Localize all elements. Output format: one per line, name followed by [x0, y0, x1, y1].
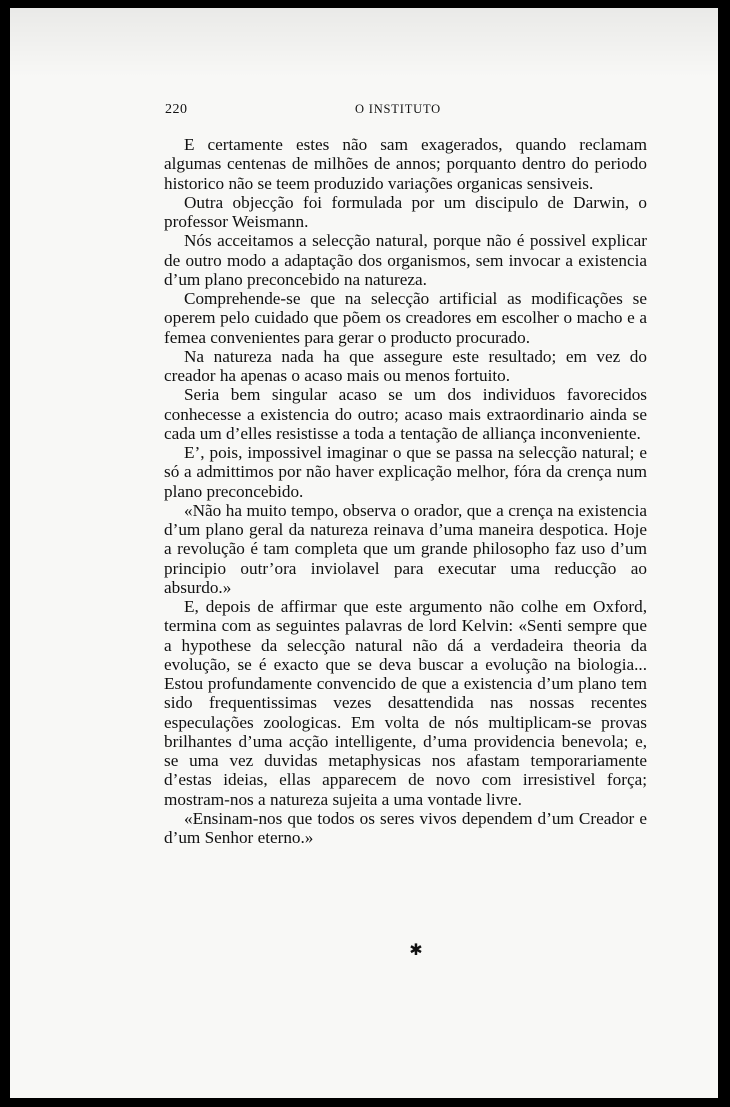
paragraph: Outra objecção foi formulada por um discipulo de Darwin, o professor Weismann. [164, 192, 647, 231]
paragraph: Na natureza nada ha que assegure este resultado; em vez do creador ha apenas o acaso mais ou menos fortuito. [164, 346, 647, 385]
page-header [165, 102, 647, 122]
book-page [10, 8, 718, 1098]
paragraph: Seria bem singular acaso se um dos individuos favorecidos conhecesse a existencia do outro; acaso mais extraordinario ainda se cada um d’elles resistisse a toda a tentação de alliança inconveniente. [164, 385, 647, 443]
asterisk-ornament: ✱ [409, 940, 423, 959]
paragraph: E’, pois, impossivel imaginar o que se passa na selecção natural; e só a admittimos por não haver explicação melhor, fóra da crença num plano preconcebido. [164, 443, 647, 501]
paragraph: Comprehende-se que na selecção artificial as modificações se operem pelo cuidado que põem os creadores em escolher o macho e a femea convenientes para gerar o producto procurado. [164, 289, 647, 347]
paragraph: «Ensinam-nos que todos os seres vivos dependem d’um Creador e d’um Senhor eterno.» [164, 808, 647, 847]
paragraph: «Não ha muito tempo, observa o orador, que a crença na existencia d’um plano geral da natureza reinava d’uma maneira despotica. Hoje a revolução é tam completa que um grande philosopho faz uso d’um principio outr’ora inviolavel para executar uma reducção ao absurdo.» [164, 500, 647, 597]
page-number: 220 [165, 102, 188, 117]
paragraph: E certamente estes não sam exagerados, quando reclamam algumas centenas de milhões de annos; porquanto dentro do periodo historico não se teem produzido variações organicas sensiveis. [164, 135, 647, 193]
body-text [164, 135, 647, 847]
running-head: O INSTITUTO [355, 102, 441, 116]
paragraph: E, depois de affirmar que este argumento não colhe em Oxford, termina com as seguintes palavras de lord Kelvin: «Senti sempre que a hypothese da selecção natural não dá a verdadeira theoria da evolução, se é exacto que se deva buscar a evolução na biologia... Estou profundamente convencido de que a existencia d’um plano tem sido frequentissimas vezes desattendida nas nossas recentes especulações zoologicas. Em volta de nós multiplicam-se provas brilhantes d’uma acção intelligente, d’uma providencia benevola; e, se uma vez duvidas metaphysicas nos afastam temporariamente d’estas ideias, ellas apparecem de novo com irresistivel força; mostram-nos a natureza sujeita a uma vontade livre. [164, 597, 647, 809]
paragraph: Nós acceitamos a selecção natural, porque não é possivel explicar de outro modo a adaptação dos organismos, sem invocar a existencia d’um plano preconcebido na natureza. [164, 231, 647, 289]
